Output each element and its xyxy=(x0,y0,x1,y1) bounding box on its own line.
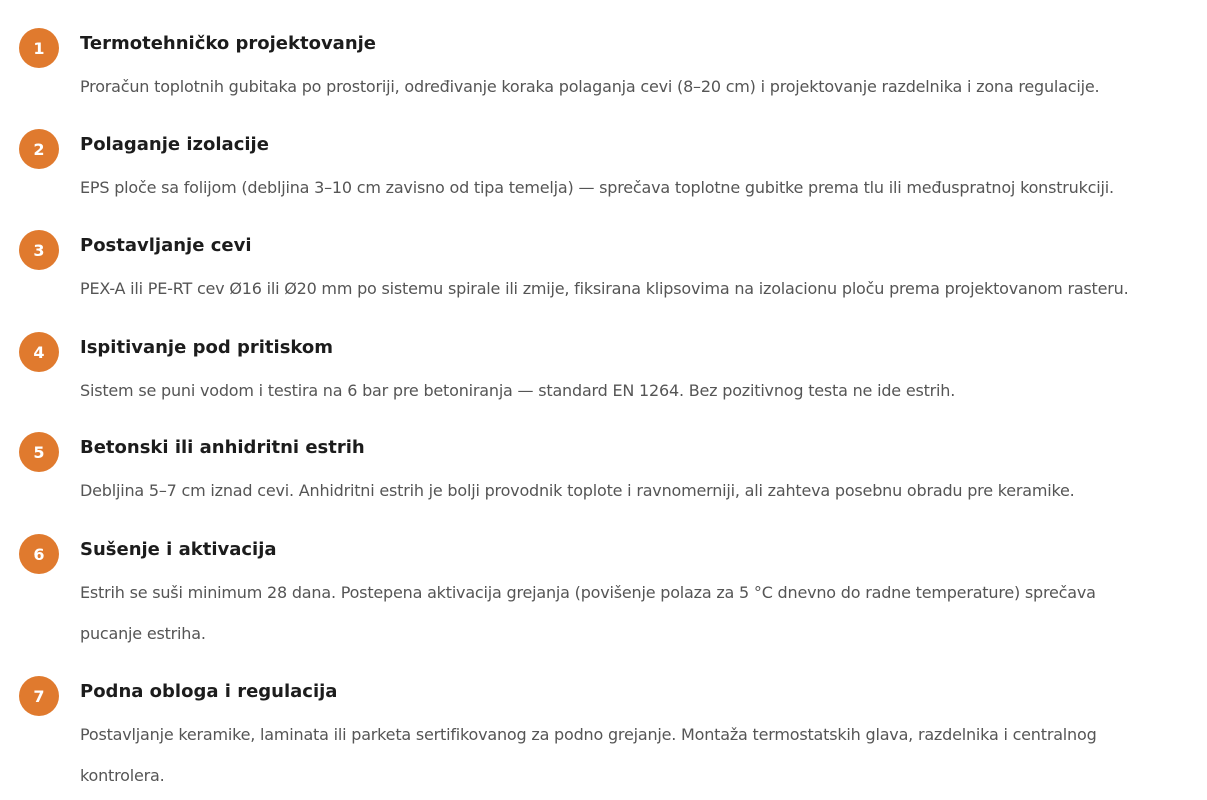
step-description: Sistem se puni vodom i testira na 6 bar pre betoniranja — standard EN 1264. Bez pozitivnog testa ne ide estrih. xyxy=(80,381,956,400)
step-description: Proračun toplotnih gubitaka po prostoriji, određivanje koraka polaganja cevi (8–20 cm) i projektovanje razdelnika i zona regulacije. xyxy=(80,77,1100,96)
step-description: Postavljanje keramike, laminata ili parketa sertifikovanog za podno grejanje. Montaža termostatskih glava, razdelnika i centralnog kontrolera. xyxy=(80,725,1097,785)
step-title: Termotehničko projektovanje xyxy=(80,33,377,54)
step-description: EPS ploče sa folijom (debljina 3–10 cm zavisno od tipa temelja) — sprečava toplotne gubitke prema tlu ili međuspratnoj konstrukciji. xyxy=(80,178,1114,197)
step-title: Podna obloga i regulacija xyxy=(80,681,338,702)
step-title: Betonski ili anhidritni estrih xyxy=(80,437,365,458)
step-title: Sušenje i aktivacija xyxy=(80,539,277,560)
step-description: PEX-A ili PE-RT cev Ø16 ili Ø20 mm po sistemu spirale ili zmije, fiksirana klipsovima na izolacionu ploču prema projektovanom rasteru. xyxy=(80,279,1129,298)
step-number-badge: 5 xyxy=(19,432,59,472)
step-number-badge: 3 xyxy=(19,230,59,270)
step-description: Debljina 5–7 cm iznad cevi. Anhidritni estrih je bolji provodnik toplote i ravnomerniji, ali zahteva posebnu obradu pre keramike. xyxy=(80,481,1075,500)
step-title: Polaganje izolacije xyxy=(80,134,269,155)
step-description: Estrih se suši minimum 28 dana. Postepena aktivacija grejanja (povišenje polaza za 5 °C dnevno do radne temperature) sprečava pucanje estriha. xyxy=(80,583,1096,643)
step-number-badge: 4 xyxy=(19,332,59,372)
step-number-badge: 7 xyxy=(19,676,59,716)
step-number-badge: 2 xyxy=(19,129,59,169)
step-title: Ispitivanje pod pritiskom xyxy=(80,337,334,358)
step-title: Postavljanje cevi xyxy=(80,235,252,256)
step-number-badge: 6 xyxy=(19,534,59,574)
step-number-badge: 1 xyxy=(19,28,59,68)
